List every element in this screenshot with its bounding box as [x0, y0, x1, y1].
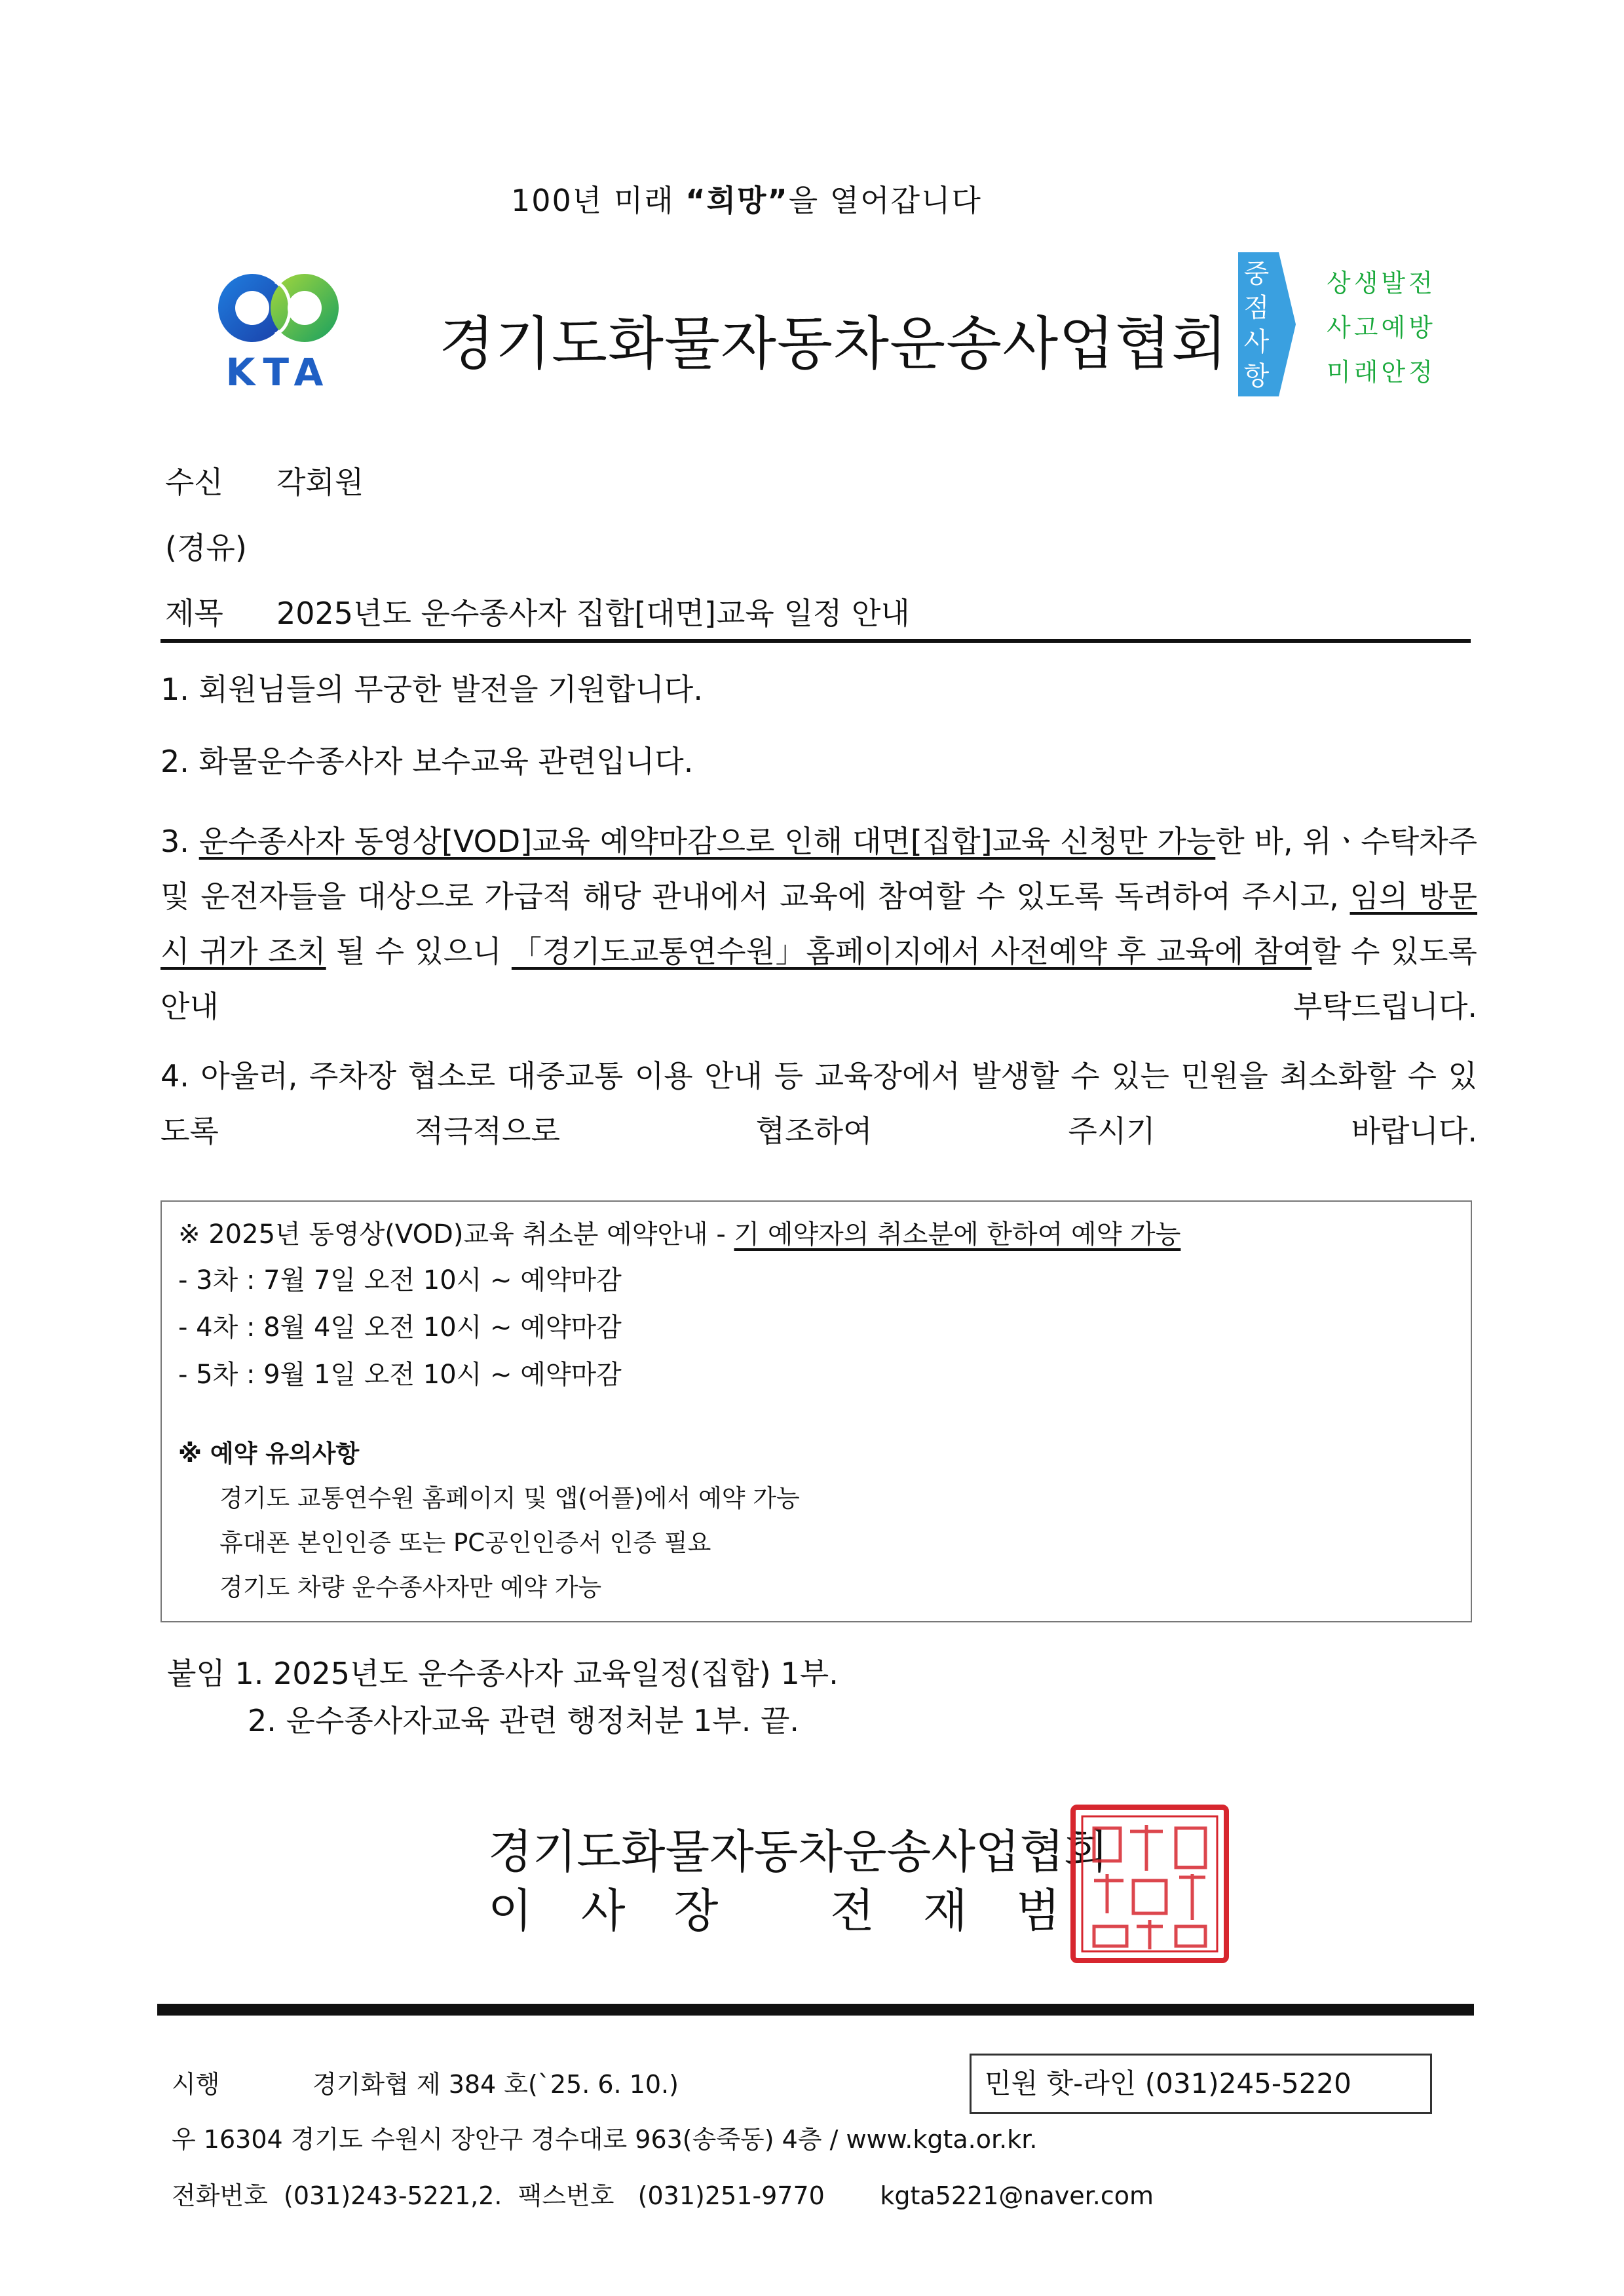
priority-item: 상생발전 [1327, 269, 1436, 297]
badge-char: 사 [1243, 327, 1270, 357]
badge-char: 점 [1243, 293, 1270, 323]
notice-title: ※ 2025년 동영상(VOD)교육 취소분 예약안내 - 기 예약자의 취소분에 한하여 예약 가능 [178, 1219, 1181, 1250]
attachment-1: 붙임 1. 2025년도 운수종사자 교육일정(집합) 1부. [167, 1656, 839, 1691]
slogan: 100년 미래 “희망”을 열어갑니다 [511, 183, 982, 218]
walkin-warning: 임의 방문 시 귀가 조치 [161, 879, 1477, 969]
hotline-box: 민원 핫-라인 (031)245-5220 [970, 2054, 1432, 2114]
caution-item: 경기도 교통연수원 홈페이지 및 앱(어플)에서 예약 가능 [219, 1484, 800, 1512]
kta-logo [210, 262, 347, 393]
priority-item: 사고예방 [1327, 313, 1436, 342]
priority-list [1327, 261, 1436, 394]
caution-item: 경기도 차량 운수종사자만 예약 가능 [219, 1573, 602, 1601]
reservation-notice: 「경기도교통연수원」홈페이지에서 사전예약 후 교육에 참여 [511, 934, 1312, 969]
header-divider [161, 639, 1471, 643]
subject-label: 제목 [165, 596, 223, 631]
round-item: - 5차 : 9월 1일 오전 10시 ~ 예약마감 [178, 1360, 622, 1390]
footer-divider [157, 2004, 1474, 2016]
caution-title: ※ 예약 유의사항 [178, 1440, 360, 1468]
paragraph-4: 4. 아울러, 주차장 협소로 대중교통 이용 안내 등 교육장에서 발생할 수 있는 민원을 최소화할 수 있도록 적극적으로 협조하여 주시기 바랍니다. [161, 1058, 1477, 1149]
paragraph-1: 1. 회원님들의 무궁한 발전을 기원합니다. [161, 672, 703, 707]
subject-line [165, 590, 910, 633]
exec-line: 시행 경기화협 제 384 호(`25. 6. 10.) [172, 2070, 679, 2099]
paragraph-2: 2. 화물운수종사자 보수교육 관련입니다. [161, 744, 694, 779]
via-label: (경유) [165, 530, 247, 565]
round-item: - 3차 : 7월 7일 오전 10시 ~ 예약마감 [178, 1265, 622, 1295]
logo-text: KTA [225, 350, 331, 393]
priority-item: 미래안정 [1327, 358, 1436, 387]
vod-closed-notice: 운수종사자 동영상[VOD]교육 예약마감으로 인해 대면[집합]교육 신청만 가능 [198, 824, 1216, 859]
official-seal-image [1068, 1802, 1232, 1966]
attachment-2: 2. 운수종사자교육 관련 행정처분 1부. 끝. [248, 1703, 800, 1738]
paragraph-3: 3. 운수종사자 동영상[VOD]교육 예약마감으로 인해 대면[집합]교육 신청만 가능한 바, 위ㆍ수탁차주 및 운전자들을 대상으로 가급적 해당 관내에서 교육에 참여할 수 있도록 독려하여 주시고, 임의 방문 시 귀가 조치 될 수 있으니 「경기도교통연수원」홈페이지에서 사전예약 후 교육에 참여할 수 있도록 안내 부탁드립니다. [161, 824, 1478, 1024]
org-title: 경기도화물자동차운송사업협회 [439, 310, 1228, 377]
badge-char: 중 [1243, 259, 1270, 289]
caution-item: 휴대폰 본인인증 또는 PC공인인증서 인증 필요 [219, 1529, 711, 1557]
contact-line: 전화번호 (031)243-5221,2. 팩스번호 (031)251-9770 kgta5221@naver.com [172, 2181, 1154, 2210]
subject: 2025년도 운수종사자 집합[대면]교육 일정 안내 [276, 596, 910, 631]
round-item: - 4차 : 8월 4일 오전 10시 ~ 예약마감 [178, 1312, 622, 1343]
signature-name: 이 사 장 전 재 범 [488, 1884, 1078, 1938]
badge-char: 항 [1243, 361, 1270, 391]
receiver-line [165, 459, 364, 502]
address-line: 우 16304 경기도 수원시 장안구 경수대로 963(송죽동) 4층 / www.kgta.or.kr. [172, 2125, 1038, 2154]
signature-org: 경기도화물자동차운송사업협회 [488, 1825, 1108, 1879]
receiver-label: 수신 [165, 465, 223, 500]
receiver: 각회원 [276, 465, 364, 500]
